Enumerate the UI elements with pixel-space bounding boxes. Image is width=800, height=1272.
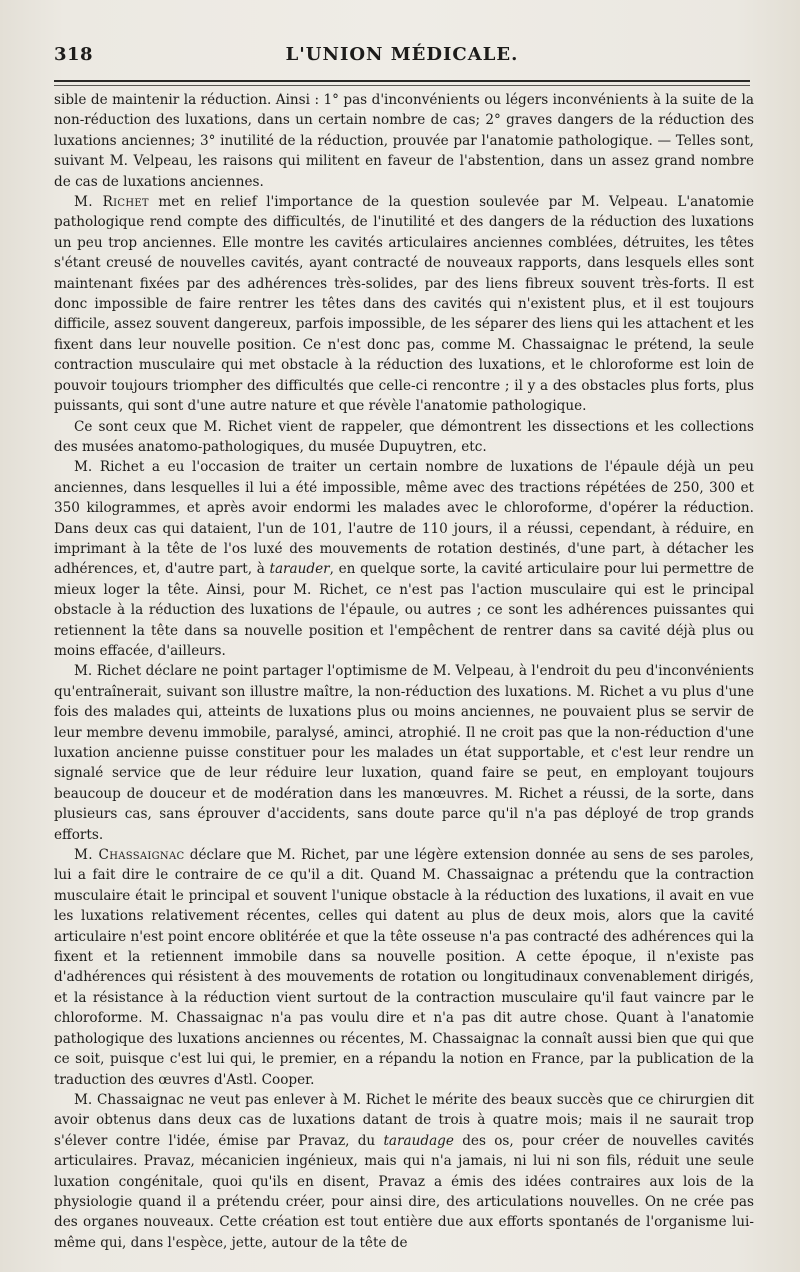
paragraph bbox=[54, 1090, 754, 1253]
emphasis: tarauder bbox=[269, 561, 330, 578]
paragraph-text: M. Richet a eu l'occasion de traiter un certain nombre de luxations de l'épaule déjà un peu anciennes, dans lesquelles il lui a été impossible, même avec des tractions répétées de 250, 300 et 350 kilogrammes, et après avoir endormi les malades avec le chloroforme, d'opérer la réduction. Dans deux cas qui dataient, l'un de 101, l'autre de 110 jours, il a réussi, cependant, à réduire, en imprimant à la tête de l'os luxé des mouvements de rotation destinés, d'une part, à détacher les adhérences, et, d'autre part, à bbox=[54, 459, 754, 578]
emphasis: taraudage bbox=[383, 1132, 454, 1149]
header-rule bbox=[54, 80, 750, 82]
paragraph-text: Ce sont ceux que M. Richet vient de rappeler, que démontrent les dissections et les collections des musées anatomo-pathologiques, du musée Dupuytren, etc. bbox=[54, 418, 754, 455]
speaker-name: M. Chassaignac bbox=[74, 847, 185, 864]
paragraph bbox=[54, 192, 754, 416]
paragraph-text: déclare que M. Richet, par une légère extension donnée au sens de ses paroles, lui a fait dire le contraire de ce qu'il a dit. Quand M. Chassaignac a prétendu que la contraction musculaire était le principal et souvent l'unique obstacle à la réduction des luxations, il avait en vue les luxations relativement récentes, celles qui datent au plus de deux mois, alors que la cavité articulaire n'est point encore oblitérée et que la tête osseuse n'a pas contracté des adhérences qui la fixent et la retiennent immobile dans sa nouvelle position. A cette époque, il n'existe pas d'adhérences qui résistent à des mouvements de rotation ou longitudinaux convenablement dirigés, et la résistance à la réduction vient surtout de la contraction musculaire qu'il faut vaincre par le chloroforme. M. Chassaignac n'a pas voulu dire et n'a pas dit autre chose. Quant à l'anatomie pathologique des luxations anciennes ou récentes, M. Chassaignac la connaît aussi bien que qui que ce soit, puisque c'est lui qui, le premier, en a répandu la notion en France, par la publication de la traduction des œuvres d'Astl. Cooper. bbox=[54, 847, 754, 1088]
speaker-name: M. Richet bbox=[74, 194, 149, 211]
header-rule-thin bbox=[54, 85, 750, 86]
paragraph bbox=[54, 457, 754, 661]
running-title: L'UNION MÉDICALE. bbox=[285, 44, 519, 65]
page-header bbox=[54, 44, 750, 74]
paragraph-text: M. Richet déclare ne point partager l'optimisme de M. Velpeau, à l'endroit du peu d'inconvénients qu'entraînerait, suivant son illustre maître, la non-réduction des luxations. M. Richet a vu plus d'une fois des malades qui, atteints de luxations plus ou moins anciennes, ne pouvaient plus se servir de leur membre devenu immobile, paralysé, aminci, atrophié. Il ne croit pas que la non-réduction d'une luxation ancienne puisse constituer pour les malades un état supportable, et c'est leur rendre un signalé service que de leur réduire leur luxation, quand faire se peut, en employant toujours beaucoup de douceur et de modération dans les manœuvres. M. Richet a réussi, de la sorte, dans plusieurs cas, sans éprouver d'accidents, sans doute parce qu'il n'a pas déployé de trop grands efforts. bbox=[54, 663, 754, 843]
page-number: 318 bbox=[54, 44, 94, 65]
paragraph bbox=[54, 417, 754, 458]
paragraph-text: , en quelque sorte, la cavité articulaire pour lui permettre de mieux loger la tête. Ainsi, pour M. Richet, ce n'est pas l'action musculaire qui est le principal obstacle à la réduction des luxations de l'épaule, ou autres ; ce sont les adhérences puissantes qui retiennent la tête dans sa nouvelle position et l'empêchent de rentrer dans sa cavité déjà plus ou moins effacée, d'ailleurs. bbox=[54, 561, 755, 659]
paragraph bbox=[54, 90, 754, 192]
paragraph bbox=[54, 661, 754, 845]
paragraph-text: des os, pour créer de nouvelles cavités articulaires. Pravaz, mécanicien ingénieux, mais qui n'a jamais, ni lui ni son fils, réduit une seule luxation congénitale, quoi qu'ils en disent, Pravaz a émis des idées contraires aux lois de la physiologie quand il a prétendu créer, pour ainsi dire, des articulations nouvelles. On ne crée pas des organes nouveaux. Cette création est tout entière due aux efforts spontanés de l'organisme lui-même qui, dans l'espèce, jette, autour de la tête de bbox=[54, 1132, 754, 1251]
paragraph-text: sible de maintenir la réduction. Ainsi : 1° pas d'inconvénients ou légers inconvénients à la suite de la non-réduction des luxations, dans un certain nombre de cas; 2° graves dangers de la réduction des luxations anciennes; 3° inutilité de la réduction, prouvée par l'anatomie pathologique. — Telles sont, suivant M. Velpeau, les raisons qui militent en faveur de l'abstention, dans un assez grand nombre de cas de luxations anciennes. bbox=[54, 92, 754, 190]
paragraph-text: M. Chassaignac ne veut pas enlever à M. Richet le mérite des beaux succès que ce chirurgien dit avoir obtenus dans deux cas de luxations datant de trois à quatre mois; mais il ne saurait trop s'élever contre l'idée, émise par Pravaz, du bbox=[54, 1091, 754, 1149]
body-text bbox=[54, 90, 754, 1253]
paragraph bbox=[54, 845, 754, 1090]
paragraph-text: met en relief l'importance de la question soulevée par M. Velpeau. L'anatomie pathologique rend compte des difficultés, de l'inutilité et des dangers de la réduction des luxations un peu trop anciennes. Elle montre les cavités articulaires anciennes comblées, détruites, les têtes s'étant creusé de nouvelles cavités, ayant contracté de nouveaux rapports, dans lesquels elles sont maintenant fixées par des adhérences très-solides, par des liens fibreux souvent très-forts. Il est donc impossible de faire rentrer les têtes dans des cavités qui n'existent plus, et il est toujours difficile, assez souvent dangereux, parfois impossible, de les séparer des liens qui les attachent et les fixent dans leur nouvelle position. Ce n'est donc pas, comme M. Chassaignac le prétend, la seule contraction musculaire qui met obstacle à la réduction des luxations, et le chloroforme est loin de pouvoir toujours triompher des difficultés que celle-ci rencontre ; il y a des obstacles plus forts, plus puissants, qui sont d'une autre nature et que révèle l'anatomie pathologique. bbox=[54, 194, 754, 415]
